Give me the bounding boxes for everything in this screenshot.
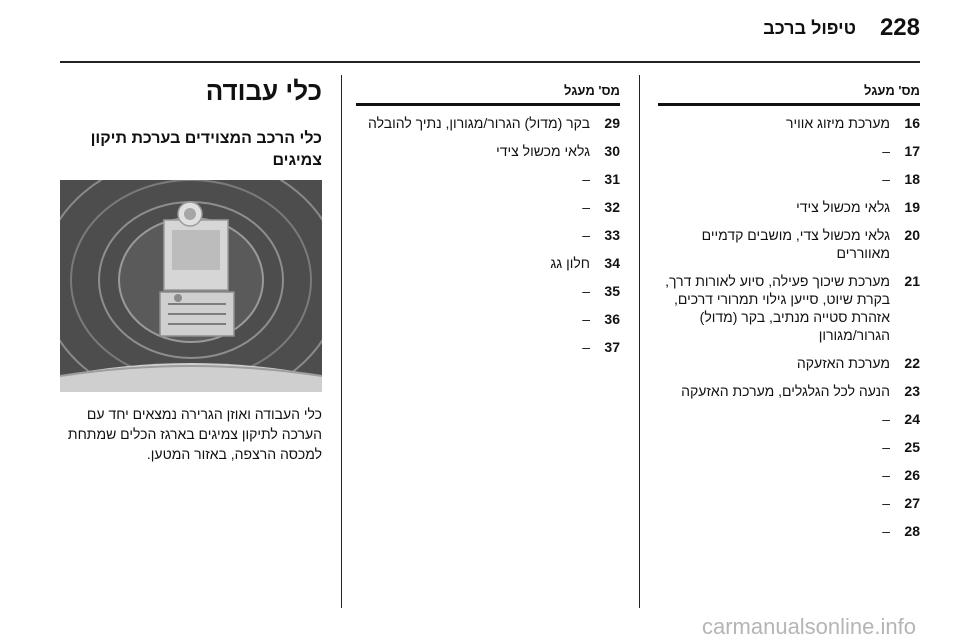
table-row (356, 198, 620, 216)
fuse-circuit: – (582, 311, 590, 327)
section-title: כלי עבודה (205, 76, 322, 106)
table-row (658, 114, 920, 132)
table-row (356, 338, 620, 356)
table-rows (658, 114, 920, 540)
section-subtitle: כלי הרכב המצוידים בערכת תיקון צמיגים (90, 130, 322, 169)
fuse-circuit: מערכת מיזוג אוויר (785, 115, 890, 131)
table-header-label: מס' מעגל (564, 83, 620, 98)
fuse-number: 25 (904, 439, 920, 455)
fuse-circuit: מערכת האזעקה (796, 355, 890, 371)
fuse-number: 24 (904, 411, 920, 427)
fuse-number: 30 (604, 143, 620, 159)
column-divider-left (341, 75, 342, 608)
table-row (658, 170, 920, 188)
fuse-number: 36 (604, 311, 620, 327)
page-header (0, 0, 960, 60)
table-row (658, 198, 920, 216)
table-row (356, 254, 620, 272)
fuse-number: 27 (904, 495, 920, 511)
fuse-number: 29 (604, 115, 620, 131)
table-row (658, 410, 920, 428)
fuse-circuit: גלאי מכשול צדי, מושבים קדמיים מאווררים (701, 227, 890, 261)
fuse-number: 35 (604, 283, 620, 299)
fuse-circuit: – (882, 171, 890, 187)
fuse-table-right (658, 81, 920, 550)
table-header-rule (356, 103, 620, 106)
fuse-number: 16 (904, 115, 920, 131)
page-header-title: טיפול ברכב (763, 18, 856, 38)
fuse-number: 17 (904, 143, 920, 159)
fuse-number: 31 (604, 171, 620, 187)
fuse-number: 34 (604, 255, 620, 271)
table-row (356, 114, 620, 132)
fuse-number: 20 (904, 227, 920, 243)
table-row (356, 310, 620, 328)
fuse-number: 28 (904, 523, 920, 539)
table-row (658, 272, 920, 344)
table-row (658, 466, 920, 484)
fuse-circuit: הנעה לכל הגלגלים, מערכת האזעקה (681, 383, 890, 399)
fuse-number: 21 (904, 273, 920, 289)
fuse-circuit: – (882, 411, 890, 427)
table-row (658, 522, 920, 540)
table-row (356, 170, 620, 188)
fuse-number: 37 (604, 339, 620, 355)
fuse-circuit: – (882, 523, 890, 539)
section-body: כלי העבודה ואוזן הגרירה נמצאים יחד עם הערכה לתיקון צמיגים בארגז הכלים שמתחת למכסה הרצפה, באזור המטען. (67, 406, 322, 462)
spare-wheel-well-illustration (60, 180, 322, 392)
table-row (658, 438, 920, 456)
fuse-circuit: – (582, 283, 590, 299)
fuse-number: 32 (604, 199, 620, 215)
fuse-circuit: – (582, 339, 590, 355)
fuse-circuit: – (882, 495, 890, 511)
fuse-table-middle (356, 81, 620, 366)
fuse-circuit: – (882, 143, 890, 159)
fuse-number: 23 (904, 383, 920, 399)
table-row (658, 142, 920, 160)
table-header-label: מס' מעגל (864, 83, 920, 98)
fuse-number: 33 (604, 227, 620, 243)
fuse-circuit: – (882, 467, 890, 483)
table-row (658, 494, 920, 512)
table-row (356, 226, 620, 244)
fuse-circuit: בקר (מדול) הגרור/מגורון, נתיך להובלה (368, 115, 590, 131)
fuse-circuit: גלאי מכשול צידי (496, 143, 590, 159)
table-row (658, 382, 920, 400)
table-rows (356, 114, 620, 356)
fuse-circuit: – (582, 171, 590, 187)
page-number: 228 (879, 14, 920, 41)
fuse-number: 19 (904, 199, 920, 215)
fuse-circuit: גלאי מכשול צידי (796, 199, 890, 215)
table-row (658, 226, 920, 262)
watermark: carmanualsonline.info (701, 614, 916, 639)
fuse-circuit: – (882, 439, 890, 455)
table-header-rule (658, 103, 920, 106)
table-row (658, 354, 920, 372)
fuse-circuit: – (582, 199, 590, 215)
table-row (356, 282, 620, 300)
fuse-circuit: – (582, 227, 590, 243)
fuse-number: 22 (904, 355, 920, 371)
column-divider-right (639, 75, 640, 608)
header-rule (60, 61, 920, 63)
fuse-number: 18 (904, 171, 920, 187)
fuse-number: 26 (904, 467, 920, 483)
fuse-circuit: מערכת שיכוך פעילה, סיוע לאורות דרך, בקרת שיוט, סייען גילוי תמרורי דרכים, אזהרת סטייה מנתיב, בקר (מדול) הגרור/מגורון (665, 273, 890, 343)
table-row (356, 142, 620, 160)
fuse-circuit: חלון גג (550, 255, 590, 271)
